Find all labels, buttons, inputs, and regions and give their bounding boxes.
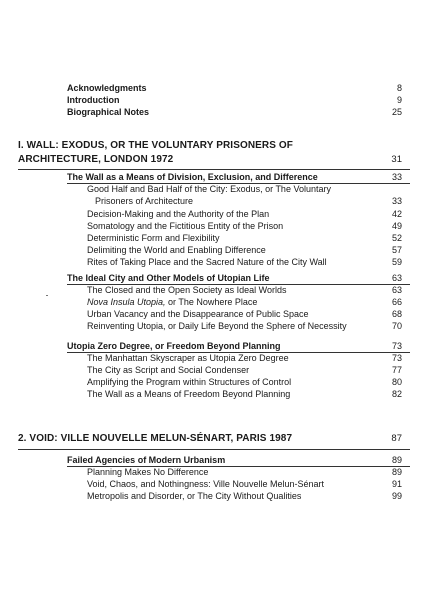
subentry-title: Urban Vacancy and the Disappearance of Public Space (87, 309, 309, 319)
chapter-2-rule (18, 449, 410, 450)
subentry-page: 33 (391, 196, 402, 206)
subentry-title: Prisoners of Architecture (95, 196, 194, 206)
toc-entry-page: 9 (396, 95, 402, 105)
subentry-page: 66 (391, 297, 402, 307)
subentry-page: 70 (391, 321, 402, 331)
subentry-page: 59 (391, 257, 402, 267)
subentry-page: 77 (391, 365, 402, 375)
subentry-page: 52 (391, 233, 402, 243)
subentry-title-rest: or The Nowhere Place (165, 297, 258, 307)
subentry-title: Deterministic Form and Flexibility (87, 233, 220, 243)
scan-speck (46, 295, 48, 296)
toc-subentry[interactable] (0, 255, 440, 269)
section-page: 73 (391, 341, 402, 351)
toc-entry-biographical-notes[interactable] (0, 105, 440, 119)
subentry-title: The Manhattan Skyscraper as Utopia Zero Degree (87, 353, 289, 363)
subentry-page: 73 (391, 353, 402, 363)
chapter-title: 2. VOID: VILLE NOUVELLE MELUN-SÉNART, PARIS 1987 (18, 433, 293, 444)
toc-subentry[interactable] (0, 319, 440, 333)
section-title: Failed Agencies of Modern Urbanism (67, 455, 226, 465)
subentry-page: 99 (391, 491, 402, 501)
subentry-title: Somatology and the Fictitious Entity of the Prison (87, 221, 284, 231)
subentry-title: Rites of Taking Place and the Sacred Nature of the City Wall (87, 257, 327, 267)
subentry-title: Delimiting the World and Enabling Difference (87, 245, 266, 255)
subentry-title: Void, Chaos, and Nothingness: Ville Nouvelle Melun-Sénart (87, 479, 324, 489)
section-title: The Wall as a Means of Division, Exclusion, and Difference (67, 172, 318, 182)
toc-entry-title: Biographical Notes (67, 107, 150, 117)
section-page: 33 (391, 172, 402, 182)
toc-entry-title: Introduction (67, 95, 120, 105)
section-page: 63 (391, 273, 402, 283)
toc-entry-page: 25 (391, 107, 402, 117)
section-title: Utopia Zero Degree, or Freedom Beyond Planning (67, 341, 281, 351)
subentry-title: Planning Makes No Difference (87, 467, 209, 477)
subentry-title: Metropolis and Disorder, or The City Without Qualities (87, 491, 302, 501)
subentry-title: Decision-Making and the Authority of the Plan (87, 209, 270, 219)
subentry-page: 63 (391, 285, 402, 295)
toc-entry-page: 8 (396, 83, 402, 93)
toc-entry-title: Acknowledgments (67, 83, 147, 93)
subentry-title: Amplifying the Program within Structures of Control (87, 377, 292, 387)
toc-subentry[interactable] (0, 489, 440, 503)
subentry-page: 89 (391, 467, 402, 477)
subentry-page: 68 (391, 309, 402, 319)
chapter-page: 31 (391, 154, 402, 165)
toc-subentry[interactable] (0, 387, 440, 401)
subentry-title: The Closed and the Open Society as Ideal Worlds (87, 285, 287, 295)
subentry-title: The Wall as a Means of Freedom Beyond Planning (87, 389, 291, 399)
subentry-page: 82 (391, 389, 402, 399)
chapter-page: 87 (391, 433, 402, 444)
chapter-title: ARCHITECTURE, LONDON 1972 (18, 154, 174, 165)
chapter-1-heading-line1[interactable] (0, 139, 440, 153)
chapter-2-heading[interactable] (0, 432, 440, 446)
subentry-page: 42 (391, 209, 402, 219)
subentry-title: Good Half and Bad Half of the City: Exodus, or The Voluntary (87, 184, 331, 194)
subentry-title: The City as Script and Social Condenser (87, 365, 250, 375)
subentry-page: 80 (391, 377, 402, 387)
subentry-title-italic: Nova Insula Utopia, (87, 297, 166, 307)
chapter-1-heading-line2[interactable] (0, 153, 440, 167)
subentry-title: Reinventing Utopia, or Daily Life Beyond the Sphere of Necessity (87, 321, 347, 331)
section-title: The Ideal City and Other Models of Utopian Life (67, 273, 270, 283)
section-page: 89 (391, 455, 402, 465)
toc-subentry-continued[interactable] (0, 194, 440, 208)
chapter-title: I. WALL: EXODUS, OR THE VOLUNTARY PRISONERS OF (18, 140, 293, 151)
subentry-page: 57 (391, 245, 402, 255)
subentry-page: 49 (391, 221, 402, 231)
subentry-page: 91 (391, 479, 402, 489)
